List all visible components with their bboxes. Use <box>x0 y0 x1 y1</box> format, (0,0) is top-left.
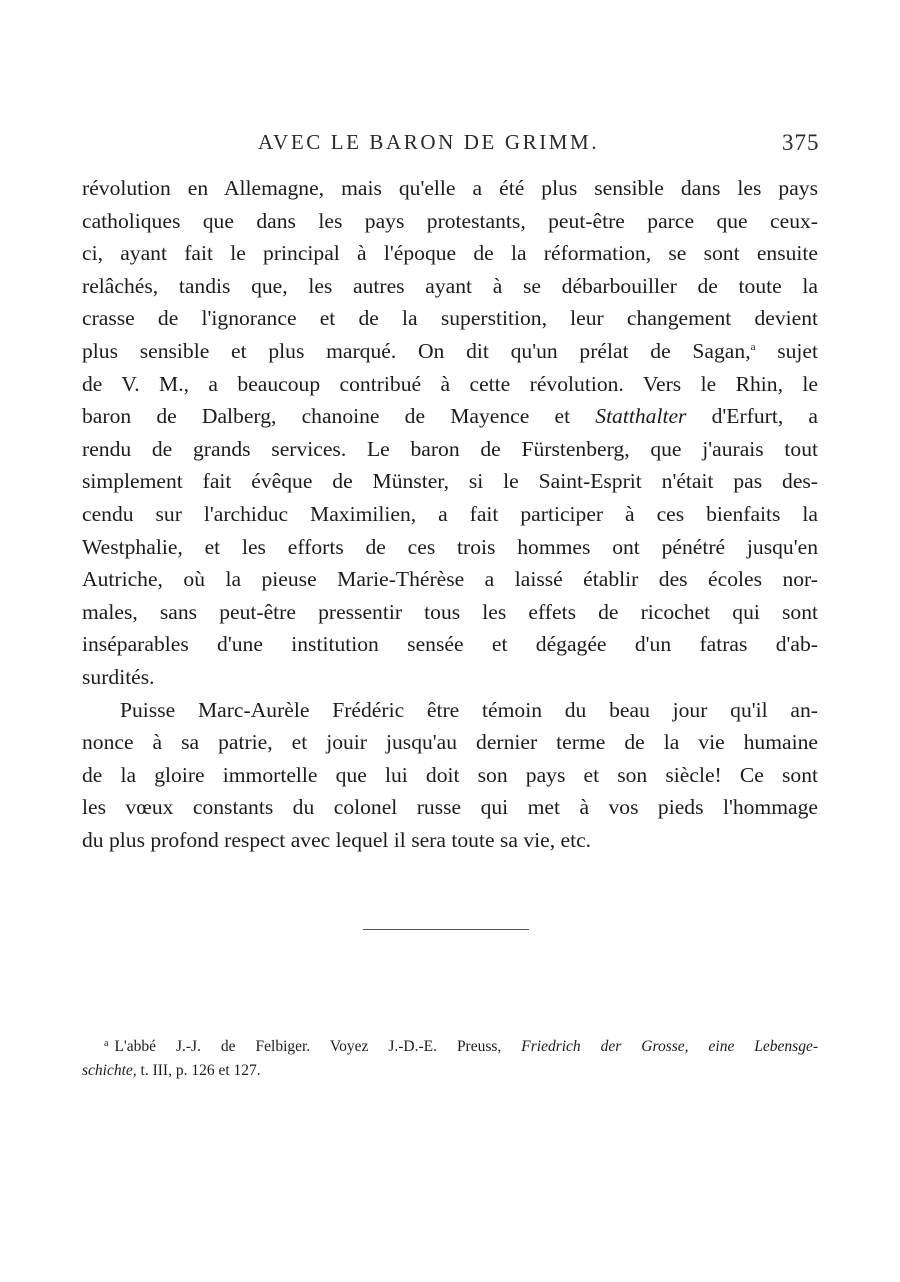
text-line: relâchés, tandis que, les autres ayant à se débarbouiller de toute la <box>82 273 818 298</box>
text-line: Autriche, où la pieuse Marie-Thérèse a laissé établir des écoles nor- <box>82 567 818 592</box>
text-line: rendu de grands services. Le baron de Fürstenberg, que j'aurais tout <box>82 436 818 461</box>
page-number: 375 <box>782 130 820 155</box>
text-line <box>82 400 818 433</box>
text-segment: d'Erfurt, a <box>686 404 819 429</box>
footnote-reference: a <box>750 340 756 353</box>
paragraph <box>82 172 818 694</box>
text-line: inséparables d'une institution sensée et dégagée d'un fatras d'ab- <box>82 632 818 657</box>
footnote-marker: a <box>104 1038 109 1049</box>
text-segment: baron de Dalberg, chanoine de Mayence et <box>82 404 596 429</box>
text-line: de la gloire immortelle que lui doit son pays et son siècle! Ce sont <box>82 762 818 787</box>
paragraph <box>82 694 818 857</box>
italic-title: Friedrich der Grosse, eine Lebensge- <box>521 1038 818 1055</box>
text-line: surdités. <box>82 664 155 689</box>
section-divider <box>363 929 529 930</box>
page-header <box>0 130 900 162</box>
italic-title: schichte, <box>82 1062 137 1079</box>
text-line: crasse de l'ignorance et de la superstition, leur changement devient <box>82 306 818 331</box>
running-head: AVEC LE BARON DE GRIMM. <box>258 130 600 154</box>
text-line: males, sans peut-être pressentir tous les effets de ricochet qui sont <box>82 599 818 624</box>
footnote-line <box>82 1035 818 1059</box>
text-line: de V. M., a beaucoup contribué à cette révolution. Vers le Rhin, le <box>82 371 818 396</box>
footnote-line <box>82 1059 818 1083</box>
text-line: les vœux constants du colonel russe qui met à vos pieds l'hommage <box>82 795 818 820</box>
text-line: nonce à sa patrie, et jouir jusqu'au dernier terme de la vie humaine <box>82 730 818 755</box>
text-segment: t. III, p. 126 et 127. <box>136 1062 261 1079</box>
text-segment: sujet <box>755 338 819 363</box>
text-segment: L'abbé J.-J. de Felbiger. Voyez J.-D.-E. Preuss, <box>114 1038 522 1055</box>
text-line: simplement fait évêque de Münster, si le Saint-Esprit n'était pas des- <box>82 469 818 494</box>
text-line: Westphalie, et les efforts de ces trois hommes ont pénétré jusqu'en <box>82 534 818 559</box>
italic-term: Statthalter <box>595 404 687 429</box>
text-line <box>82 335 818 368</box>
text-segment: plus sensible et plus marqué. On dit qu'un prélat de Sagan, <box>82 338 751 363</box>
text-line: ci, ayant fait le principal à l'époque de la réformation, se sont ensuite <box>82 241 818 266</box>
text-line: du plus profond respect avec lequel il sera toute sa vie, etc. <box>82 827 592 852</box>
footnote <box>82 1035 818 1083</box>
body-text <box>82 172 818 856</box>
text-line: révolution en Allemagne, mais qu'elle a été plus sensible dans les pays <box>82 176 818 200</box>
text-line: cendu sur l'archiduc Maximilien, a fait participer à ces bienfaits la <box>82 501 818 526</box>
text-line: Puisse Marc-Aurèle Frédéric être témoin du beau jour qu'il an- <box>120 697 818 722</box>
text-line: catholiques que dans les pays protestants, peut-être parce que ceux- <box>82 208 818 233</box>
